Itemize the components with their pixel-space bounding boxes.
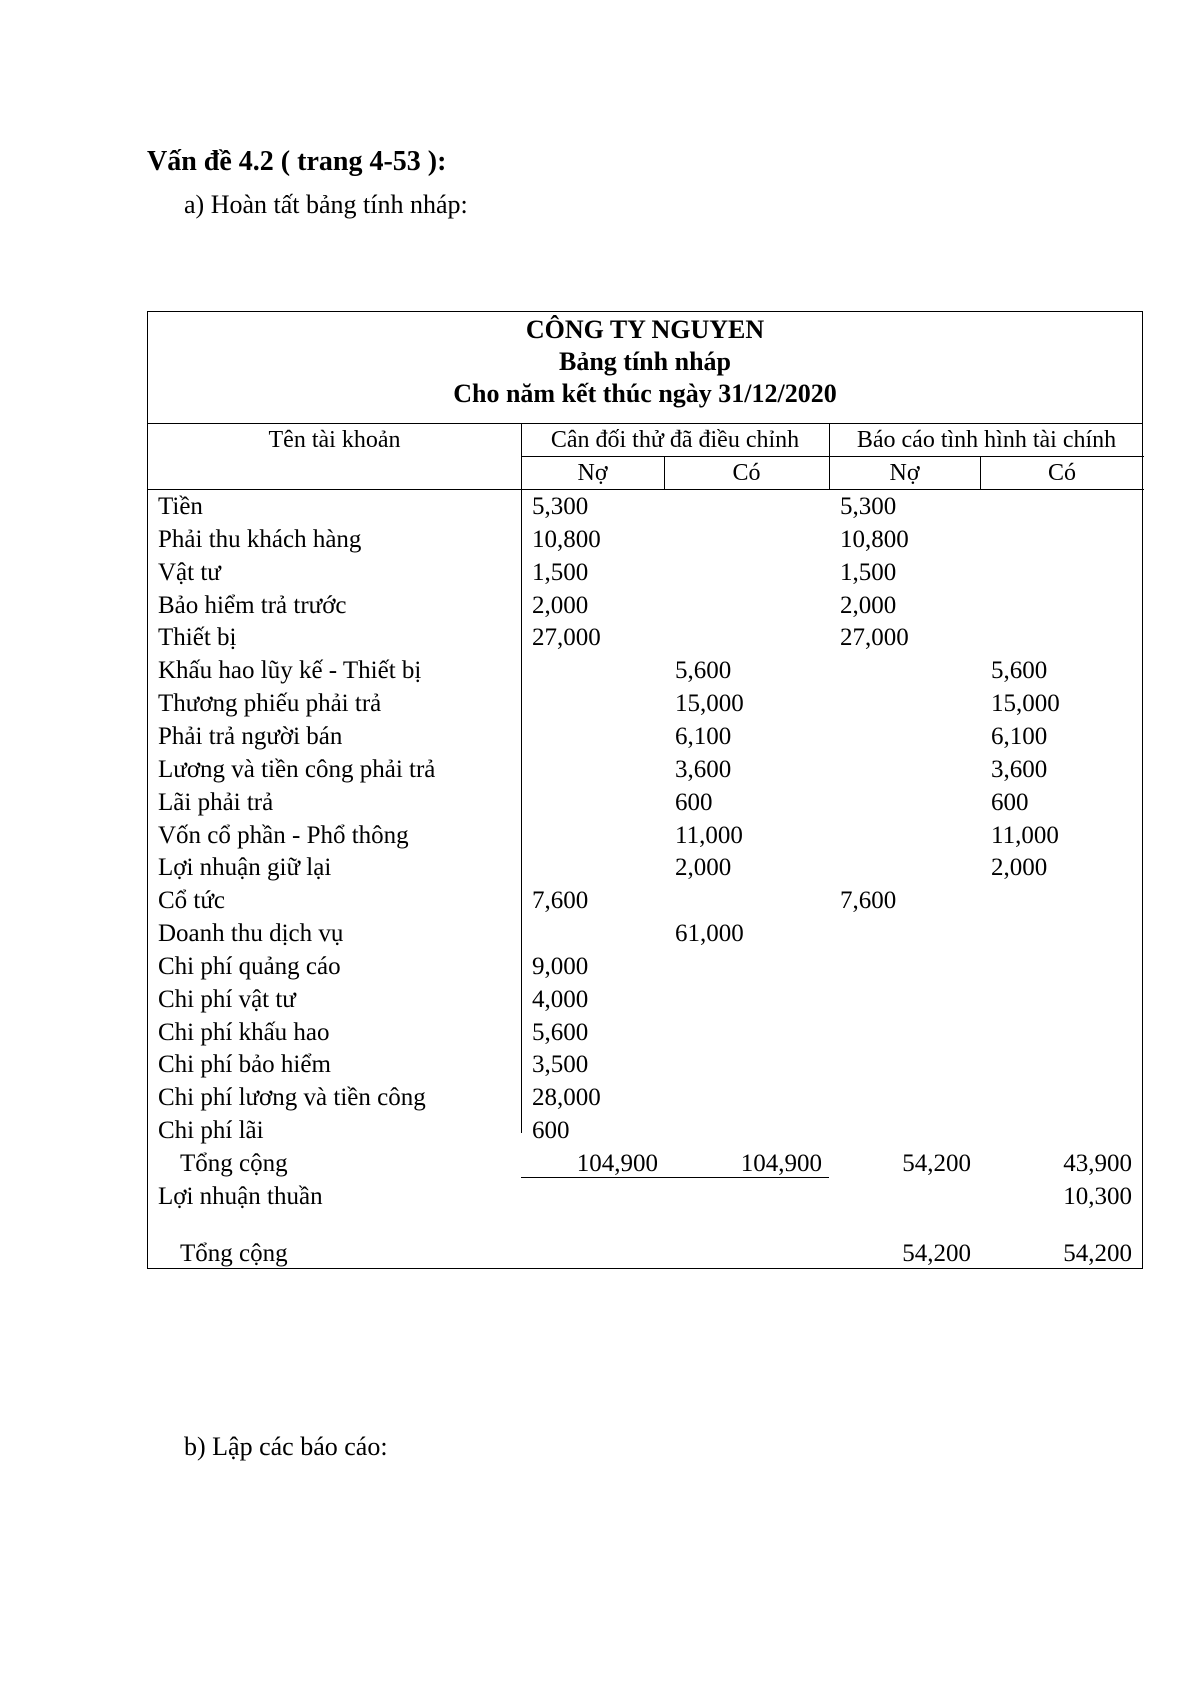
account-name: Vốn cổ phần - Phổ thông bbox=[158, 821, 409, 849]
account-name: Vật tư bbox=[158, 558, 221, 586]
total-tb-credit: 104,900 bbox=[740, 1150, 822, 1177]
part-a-label: a) Hoàn tất bảng tính nháp: bbox=[184, 190, 468, 219]
account-name: Chi phí vật tư bbox=[158, 985, 296, 1013]
fs-credit: 2,000 bbox=[991, 854, 1048, 882]
table-row bbox=[148, 589, 1142, 622]
account-name: Chi phí lãi bbox=[158, 1117, 264, 1145]
header-tb-debit: Nợ bbox=[577, 460, 608, 486]
tb-debit: 3,500 bbox=[532, 1051, 589, 1079]
tb-debit: 28,000 bbox=[532, 1084, 601, 1112]
tb-credit: 3,600 bbox=[675, 755, 732, 783]
fs-credit: 6,100 bbox=[991, 722, 1048, 750]
account-name: Phải trả người bán bbox=[158, 722, 343, 750]
fs-credit: 11,000 bbox=[991, 821, 1059, 849]
table-row bbox=[148, 687, 1142, 720]
fs-debit: 27,000 bbox=[840, 624, 909, 652]
tb-credit: 2,000 bbox=[675, 854, 732, 882]
tb-credit: 5,600 bbox=[675, 657, 732, 685]
grand-total-fs-debit: 54,200 bbox=[902, 1240, 971, 1267]
header-fs-credit: Có bbox=[1047, 460, 1076, 486]
account-name: Lợi nhuận giữ lại bbox=[158, 854, 332, 882]
table-row bbox=[148, 654, 1142, 687]
table-row bbox=[148, 1016, 1142, 1049]
tb-debit: 7,600 bbox=[532, 887, 589, 915]
account-name: Bảo hiểm trả trước bbox=[158, 591, 347, 619]
fs-credit: 3,600 bbox=[991, 755, 1048, 783]
header-fs-debit: Nợ bbox=[889, 460, 920, 486]
part-b-label: b) Lập các báo cáo: bbox=[184, 1432, 388, 1461]
table-row bbox=[148, 1081, 1142, 1114]
fs-debit: 10,800 bbox=[840, 525, 909, 553]
tb-debit: 9,000 bbox=[532, 952, 589, 980]
tb-credit: 6,100 bbox=[675, 722, 732, 750]
account-name: Chi phí bảo hiểm bbox=[158, 1051, 331, 1079]
table-row bbox=[148, 720, 1142, 753]
grand-total-row bbox=[148, 1237, 1142, 1270]
account-name: Thương phiếu phải trả bbox=[158, 690, 382, 718]
worksheet-title: Bảng tính nháp bbox=[559, 347, 731, 376]
tb-debit: 5,600 bbox=[532, 1018, 589, 1046]
table-row bbox=[148, 851, 1142, 884]
table-row bbox=[148, 950, 1142, 983]
total-tb-debit: 104,900 bbox=[576, 1150, 658, 1177]
table-row bbox=[148, 884, 1142, 917]
fs-debit: 1,500 bbox=[840, 558, 897, 586]
fs-credit: 15,000 bbox=[991, 690, 1060, 718]
header-tb-credit: Có bbox=[732, 460, 761, 486]
grand-total-label: Tổng cộng bbox=[180, 1240, 288, 1267]
tb-debit: 1,500 bbox=[532, 558, 589, 586]
table-row bbox=[148, 490, 1142, 523]
account-name: Phải thu khách hàng bbox=[158, 525, 362, 553]
tb-debit: 27,000 bbox=[532, 624, 601, 652]
table-row bbox=[148, 621, 1142, 654]
fs-debit: 5,300 bbox=[840, 493, 897, 520]
table-row bbox=[148, 523, 1142, 556]
fs-debit: 7,600 bbox=[840, 887, 897, 915]
account-name: Khấu hao lũy kế - Thiết bị bbox=[158, 657, 422, 685]
account-name: Tiền bbox=[158, 493, 203, 520]
account-name: Doanh thu dịch vụ bbox=[158, 920, 344, 948]
account-name: Lương và tiền công phải trả bbox=[158, 755, 436, 783]
tb-credit: 15,000 bbox=[675, 690, 744, 718]
account-name: Thiết bị bbox=[158, 624, 237, 652]
net-income-value: 10,300 bbox=[1063, 1183, 1132, 1210]
table-row bbox=[148, 917, 1142, 950]
header-account: Tên tài khoản bbox=[268, 427, 401, 453]
fs-credit: 5,600 bbox=[991, 657, 1048, 685]
account-name: Chi phí lương và tiền công bbox=[158, 1084, 426, 1112]
account-name: Chi phí quảng cáo bbox=[158, 952, 341, 980]
tb-debit: 2,000 bbox=[532, 591, 589, 619]
table-row bbox=[148, 556, 1142, 589]
total-label: Tổng cộng bbox=[180, 1150, 288, 1177]
total-fs-debit: 54,200 bbox=[902, 1150, 971, 1177]
table-row bbox=[148, 819, 1142, 852]
fs-debit: 2,000 bbox=[840, 591, 897, 619]
tb-credit: 11,000 bbox=[675, 821, 743, 849]
worksheet-period: Cho năm kết thúc ngày 31/12/2020 bbox=[453, 379, 837, 408]
header-financial-position: Báo cáo tình hình tài chính bbox=[856, 427, 1117, 453]
table-row bbox=[148, 786, 1142, 819]
total-row bbox=[148, 1147, 1142, 1180]
tb-debit: 4,000 bbox=[532, 985, 589, 1013]
fs-credit: 600 bbox=[991, 788, 1029, 816]
account-name: Lãi phải trả bbox=[158, 788, 274, 816]
table-row bbox=[148, 1048, 1142, 1081]
net-income-row bbox=[148, 1180, 1142, 1213]
table-row bbox=[148, 1114, 1142, 1147]
account-name: Cổ tức bbox=[158, 887, 226, 915]
worksheet-title-block bbox=[148, 312, 1142, 424]
worksheet-table bbox=[147, 311, 1143, 1269]
table-row bbox=[148, 753, 1142, 786]
company-name: CÔNG TY NGUYEN bbox=[525, 315, 765, 344]
tb-debit: 600 bbox=[532, 1117, 570, 1145]
header-trial-balance: Cân đối thử đã điều chỉnh bbox=[550, 427, 800, 453]
header-subline bbox=[521, 456, 1144, 457]
tb-credit: 61,000 bbox=[675, 920, 744, 948]
account-name: Chi phí khấu hao bbox=[158, 1018, 330, 1046]
total-fs-credit: 43,900 bbox=[1063, 1150, 1132, 1177]
net-income-label: Lợi nhuận thuần bbox=[158, 1183, 323, 1210]
tb-debit: 5,300 bbox=[532, 493, 589, 520]
tb-credit: 600 bbox=[675, 788, 713, 816]
table-row bbox=[148, 983, 1142, 1016]
section-heading: Vấn đề 4.2 ( trang 4-53 ): bbox=[147, 146, 447, 177]
grand-total-fs-credit: 54,200 bbox=[1063, 1240, 1132, 1267]
tb-debit: 10,800 bbox=[532, 525, 601, 553]
